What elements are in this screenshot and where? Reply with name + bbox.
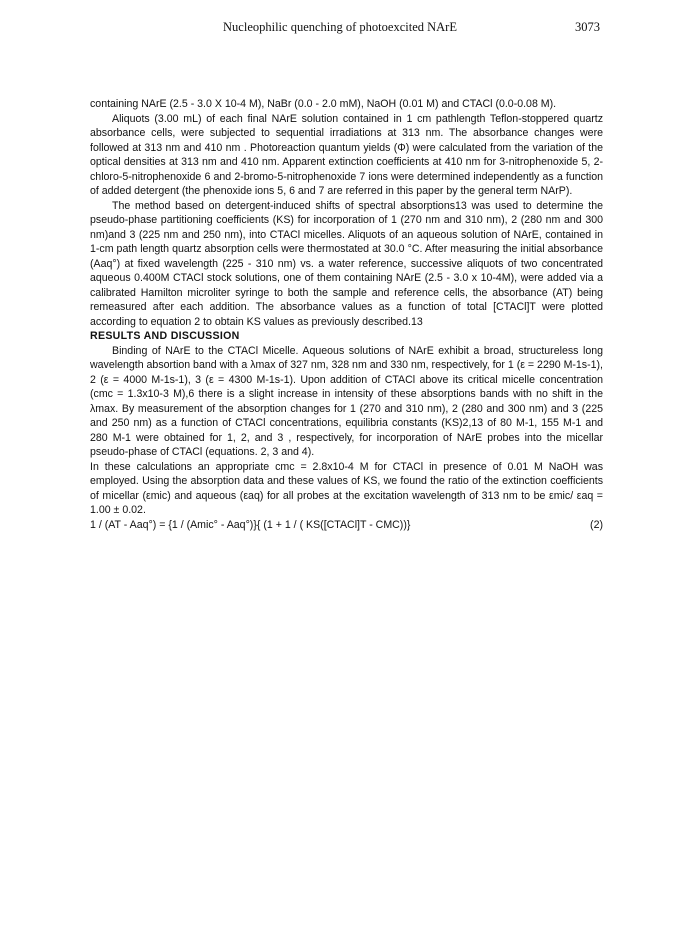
paragraph-1: containing NArE (2.5 - 3.0 X 10-4 M), NaBr (0.0 - 2.0 mM), NaOH (0.01 M) and CTACl (0.0-0.08 M).	[90, 98, 557, 110]
equation-text: 1 / (AT - Aaq°) = {1 / (Amic° - Aaq°)}{ (1 + 1 / ( KS([CTACl]T - CMC))}	[90, 518, 411, 531]
equation-2	[90, 518, 603, 533]
paragraph-3: The method based on detergent-induced shifts of spectral absorptions13 was used to determine the pseudo-phase partitioning coefficients (KS) for incorporation of 1 (270 nm and 310 nm), 2 (280 nm and 300 nm)and 3 (225 nm and 250 nm), into CTACl micelles. Aliquots of an aqueous solution of NArE, contained in 1-cm path length quartz absorption cells were thermostated at 30.0 °C. After measuring the initial absorbance (Aaq°) at fixed wavelength (225 - 310 nm) vs. a water reference, successive aliquots of two concentrated aqueous 0.400M CTACl stock solutions, one of them containing NArE (2.5 - 3.0 x 10-4M), were added via a calibrated Hamilton microliter syringe to both the sample and reference cells, the absorbance (AT) being remeasured after each addition. The absorbance values as a function of total [CTACl]T were plotted according to equation 2 to obtain KS values as previously described.13	[90, 199, 603, 328]
running-title: Nucleophilic quenching of photoexcited NArE	[223, 20, 457, 34]
equation-number: (2)	[590, 518, 603, 531]
paragraph-5: In these calculations an appropriate cmc = 2.8x10-4 M for CTACl in presence of 0.01 M NaOH was employed. Using the absorption data and these values of KS, we found the ratio of the extinction coefficients of micellar (εmic) and aqueous (εaq) for all probes at the excitation wavelength of 313 nm to be εmic/ εaq = 1.00 ± 0.02.	[90, 460, 603, 516]
page-number: 3073	[575, 20, 600, 34]
section-heading: RESULTS AND DISCUSSION	[90, 330, 240, 342]
article-body	[90, 97, 603, 532]
paragraph-4: Binding of NArE to the CTACl Micelle. Aqueous solutions of NArE exhibit a broad, structureless long wavelength absortion band with a λmax of 327 nm, 328 nm and 330 nm, respectively, for 1 (ε = 2290 M-1s-1), 2 (ε = 4000 M-1s-1), 3 (ε = 4300 M-1s-1). Upon addition of CTACl above its critical micelle concentration (cmc = 1.3x10-3 M),6 there is a slight increase in intensity of these absorptions bands with no shift in the λmax. By measurement of the absorption changes for 1 (270 and 310 nm), 2 (280 and 300 nm) and 3 (225 and 250 nm) as a function of CTACl concentrations, equilibria constants (KS)2,13 of 80 M-1, 155 M-1 and 280 M-1 were obtained for 1, 2, and 3 , respectively, for incorporation of NArE probes into the micellar pseudo-phase of CTACl (equations. 2, 3 and 4).	[90, 344, 603, 458]
running-header	[0, 20, 680, 40]
paragraph-2: Aliquots (3.00 mL) of each final NArE solution contained in 1 cm pathlength Teflon-stoppered quartz absorbance cells, were subjected to sequential irradiations at 313 nm. The absorbance changes were followed at 313 nm and 410 nm . Photoreaction quantum yields (Φ) were calculated from the variation of the optical densities at 313 nm and 410 nm. Apparent extinction coefficients at 410 nm for 3-nitrophenoxide 5, 2-chloro-5-nitrophenoxide 6 and 2-bromo-5-nitrophenoxide 7 ions were determined independently as a function of added detergent (the phenoxide ions 5, 6 and 7 are referred in this paper by the general term NArP).	[90, 112, 603, 197]
